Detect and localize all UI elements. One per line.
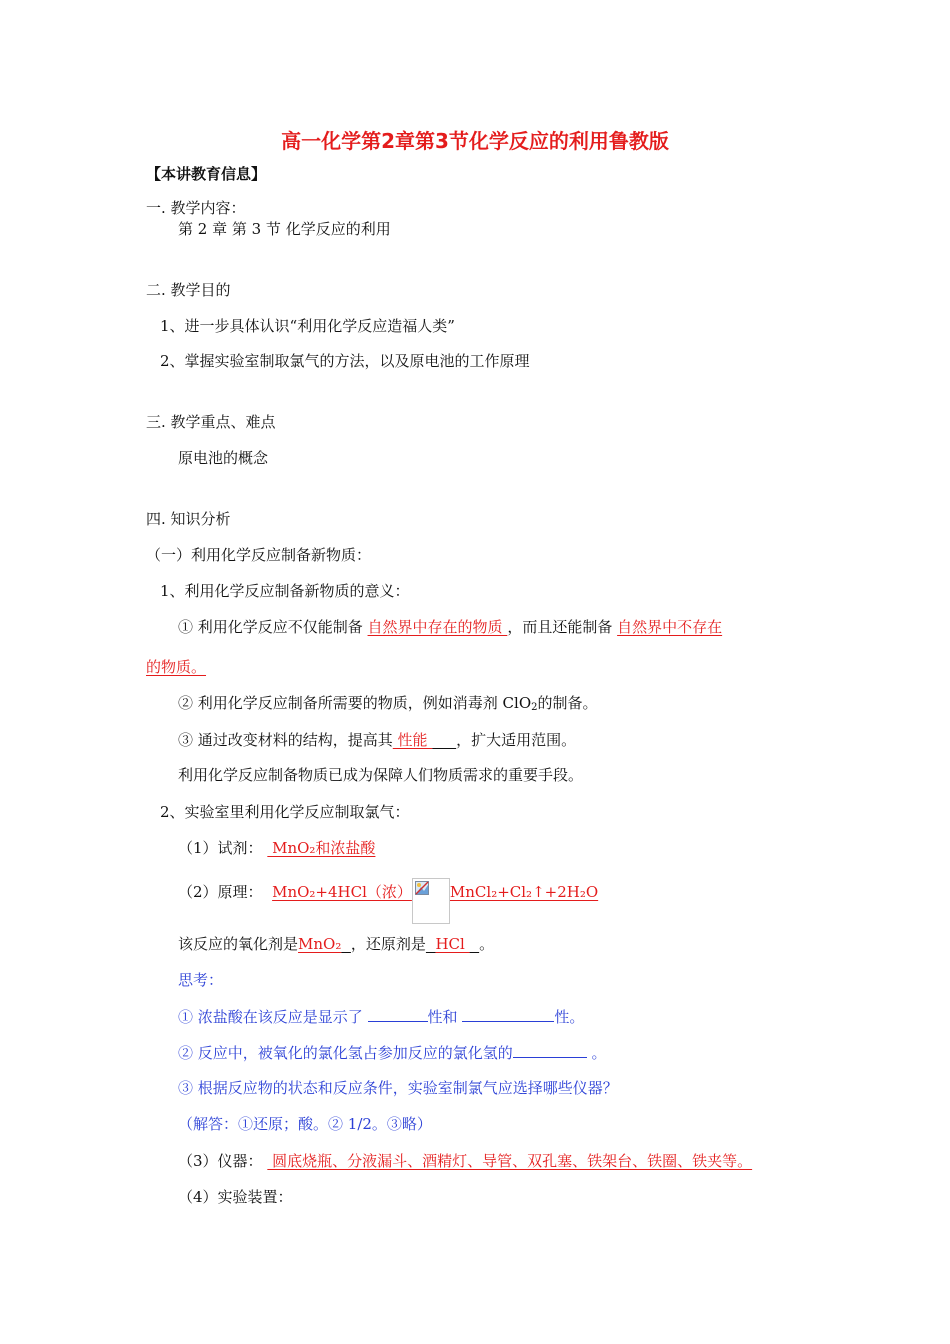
q1-blank-2 xyxy=(462,1006,554,1022)
meaning-2-text-a: ② 利用化学反应制备所需要的物质，例如消毒剂 ClO xyxy=(178,694,532,712)
question-3: ③ 根据反应物的状态和反应条件，实验室制氯气应选择哪些仪器？ xyxy=(178,1079,618,1097)
sec3-heading: 三. 教学重点、难点 xyxy=(146,413,276,431)
sec4-p2: 2、实验室里利用化学反应制取氯气： xyxy=(160,803,410,821)
oxidizer-line xyxy=(178,934,494,954)
q2-text-b: 。 xyxy=(586,1044,607,1062)
answer-performance: 性能 xyxy=(392,731,433,749)
sec2-item2: 2、掌握实验室制取氯气的方法，以及原电池的工作原理 xyxy=(160,352,530,370)
oxidizer-blank xyxy=(341,935,351,953)
q1-text-a: ① 浓盐酸在该反应是显示了 xyxy=(178,1008,368,1026)
sec4-p1: 1、利用化学反应制备新物质的意义： xyxy=(160,582,410,600)
document-title: 高一化学第2章第3节化学反应的利用鲁教版 xyxy=(281,129,669,153)
meaning-line-1 xyxy=(178,617,722,637)
meaning-1-text-b: ，而且还能制备 xyxy=(507,618,618,636)
sec2-item1: 1、进一步具体认识“利用化学反应造福人类” xyxy=(160,317,455,335)
meaning-2-text-b: 的制备。 xyxy=(537,694,598,712)
performance-blank xyxy=(432,731,456,749)
meaning-line-2 xyxy=(178,693,598,718)
meaning-3-text-a: ③ 通过改变材料的结构，提高其 xyxy=(178,731,393,749)
sec2-heading: 二. 教学目的 xyxy=(146,281,231,299)
answer-natural-substances: 自然界中存在的物质 xyxy=(367,618,508,636)
oxidizer-text-b: ，还原剂是 xyxy=(350,935,426,953)
q1-text-b: 性和 xyxy=(427,1008,463,1026)
reagent-label: （1）试剂： xyxy=(178,839,263,857)
question-1 xyxy=(178,1006,584,1027)
answer-reagent: MnO₂和浓盐酸 xyxy=(267,839,376,857)
summary-line: 利用化学反应制备物质已成为保障人们物质需求的重要手段。 xyxy=(178,766,584,784)
info-header: 【本讲教育信息】 xyxy=(146,165,267,183)
q1-text-c: 性。 xyxy=(554,1008,585,1026)
instrument-line xyxy=(178,1151,752,1171)
sec4-heading: 四. 知识分析 xyxy=(146,510,231,528)
think-label: 思考： xyxy=(178,971,224,989)
answer-instruments: 圆底烧瓶、分液漏斗、酒精灯、导管、双孔塞、铁架台、铁圈、铁夹等。 xyxy=(267,1152,753,1170)
q1-blank-1 xyxy=(368,1006,428,1022)
answer-oxidizer: MnO₂ xyxy=(298,935,342,953)
q2-blank xyxy=(513,1042,587,1058)
reaction-condition-image-icon xyxy=(412,878,450,924)
reagent-line xyxy=(178,838,375,858)
equation-products: MnCl₂+Cl₂↑+2H₂O xyxy=(449,883,599,901)
meaning-line-3 xyxy=(178,730,576,750)
meaning-3-text-b: ，扩大适用范围。 xyxy=(456,731,577,749)
equation-reactants: MnO₂+4HCl（浓） xyxy=(272,883,412,901)
sec3-content: 原电池的概念 xyxy=(178,449,269,467)
question-2 xyxy=(178,1042,607,1063)
principle-label: （2）原理： xyxy=(178,883,263,901)
principle-line xyxy=(178,882,598,924)
sec1-content: 第 2 章 第 3 节 化学反应的利用 xyxy=(178,220,391,238)
q2-text-a: ② 反应中，被氧化的氯化氢占参加反应的氯化氢的 xyxy=(178,1044,513,1062)
instrument-label: （3）仪器： xyxy=(178,1152,263,1170)
meaning-1-text-a: ① 利用化学反应不仅能制备 xyxy=(178,618,368,636)
answer-unnatural-substances: 自然界中不存在 xyxy=(617,618,723,636)
oxidizer-text-a: 该反应的氧化剂是 xyxy=(178,935,299,953)
reducer-blank-tail xyxy=(470,935,480,953)
oxidizer-text-c: 。 xyxy=(479,935,495,953)
answer-unnatural-substances-cont: 的物质。 xyxy=(146,658,207,676)
sec4-sub1: （一）利用化学反应制备新物质： xyxy=(146,546,372,564)
answer-reducer: HCl xyxy=(435,935,470,953)
clo2-subscript: 2 xyxy=(531,702,538,713)
apparatus-label: （4）实验装置： xyxy=(178,1188,293,1206)
answer-key: （解答：①还原；酸。② 1/2。③略） xyxy=(178,1115,432,1133)
sec1-heading: 一. 教学内容： xyxy=(146,199,246,217)
